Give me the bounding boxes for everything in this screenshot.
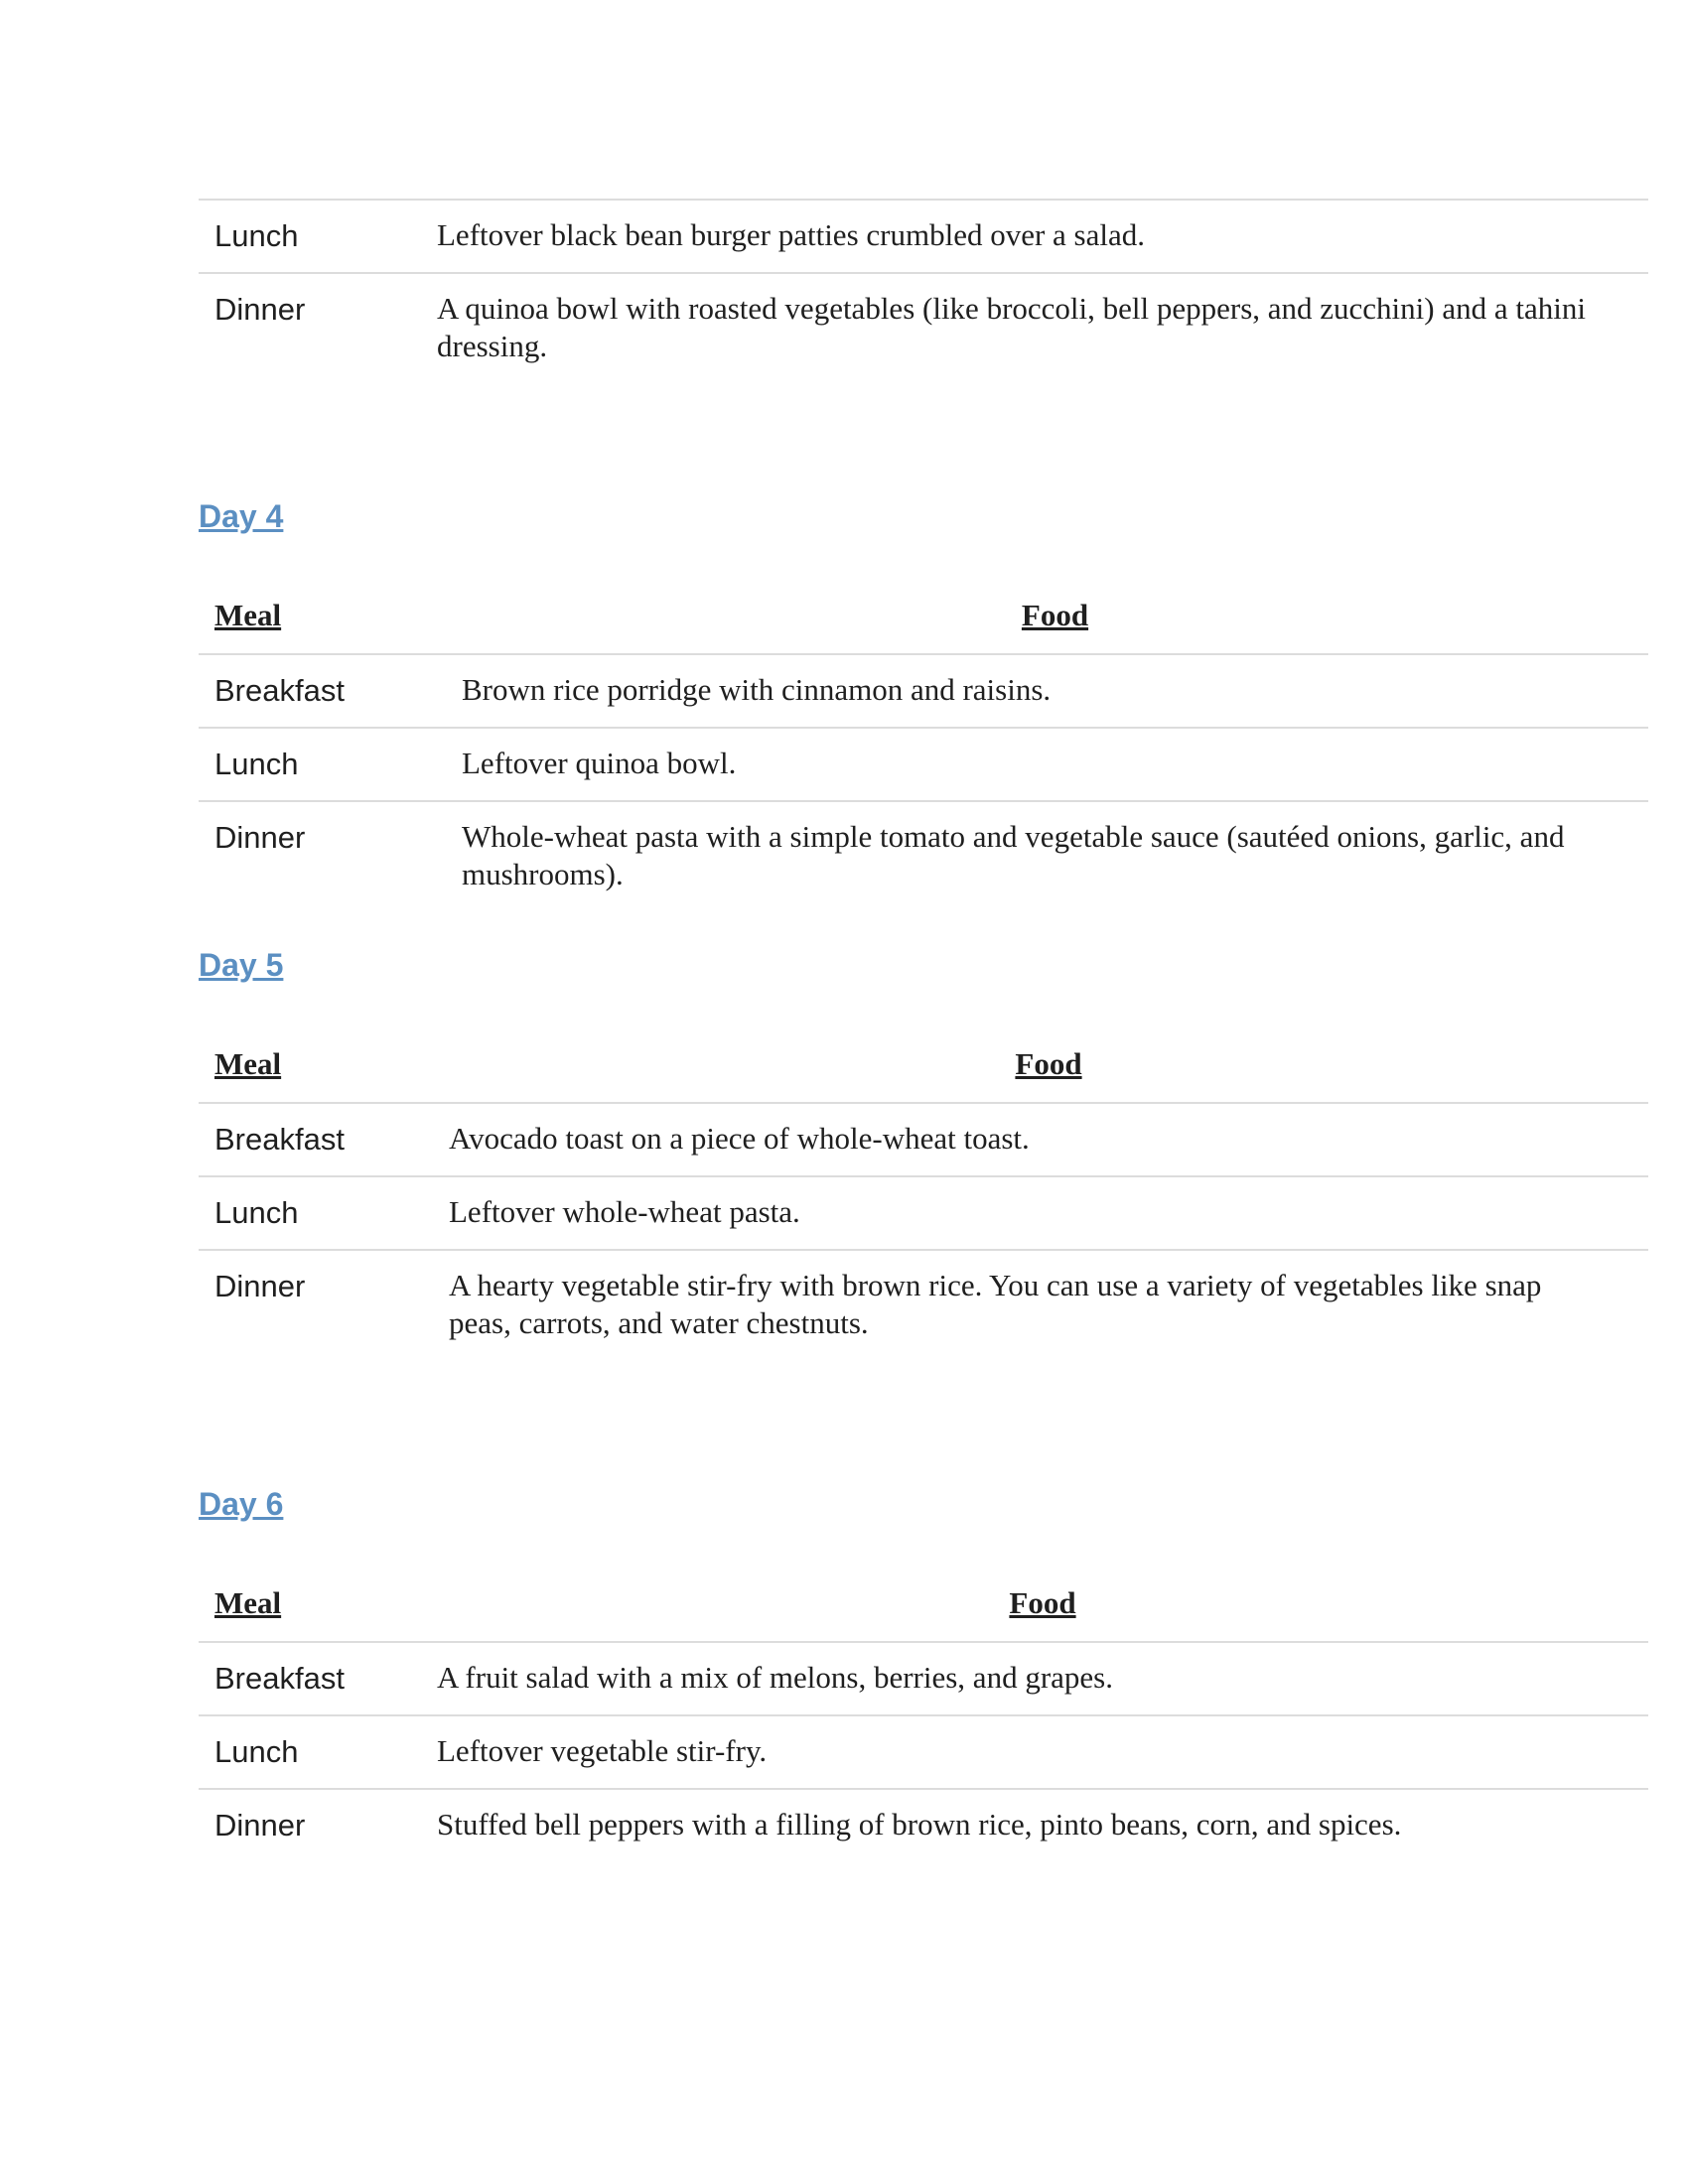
table-header-row bbox=[199, 596, 1648, 654]
day-6-section bbox=[199, 1484, 1648, 1861]
table-header-row bbox=[199, 1583, 1648, 1642]
table-row bbox=[199, 801, 1648, 909]
table-row bbox=[199, 1250, 1648, 1358]
meal-cell: Dinner bbox=[199, 273, 437, 381]
meal-cell: Dinner bbox=[199, 1789, 437, 1861]
meal-cell: Dinner bbox=[199, 801, 462, 909]
food-column-header: Food bbox=[1015, 1046, 1082, 1081]
day-4-section bbox=[199, 496, 1648, 909]
table-row bbox=[199, 1789, 1648, 1861]
food-cell: Leftover whole-wheat pasta. bbox=[449, 1176, 1648, 1250]
food-cell: A quinoa bowl with roasted vegetables (like broccoli, bell peppers, and zucchini) and a tahini dressing. bbox=[437, 273, 1648, 381]
table-row bbox=[199, 273, 1648, 381]
meal-table bbox=[199, 1583, 1648, 1861]
meal-cell: Breakfast bbox=[199, 1103, 449, 1176]
day-heading: Day 6 bbox=[199, 1486, 284, 1522]
meal-cell: Lunch bbox=[199, 1715, 437, 1789]
food-column-header: Food bbox=[1009, 1585, 1076, 1620]
meal-table bbox=[199, 199, 1648, 381]
day-heading: Day 5 bbox=[199, 947, 284, 983]
table-row bbox=[199, 200, 1648, 273]
food-column-header: Food bbox=[1021, 598, 1089, 632]
food-cell: A fruit salad with a mix of melons, berries, and grapes. bbox=[437, 1642, 1648, 1715]
table-row bbox=[199, 1103, 1648, 1176]
meal-cell: Lunch bbox=[199, 728, 462, 801]
food-cell: Brown rice porridge with cinnamon and raisins. bbox=[462, 654, 1648, 728]
table-row bbox=[199, 728, 1648, 801]
table-row bbox=[199, 1715, 1648, 1789]
food-cell: Leftover quinoa bowl. bbox=[462, 728, 1648, 801]
food-cell: Stuffed bell peppers with a filling of brown rice, pinto beans, corn, and spices. bbox=[437, 1789, 1648, 1861]
food-cell: Whole-wheat pasta with a simple tomato and vegetable sauce (sautéed onions, garlic, and mushrooms). bbox=[462, 801, 1648, 909]
food-cell: A hearty vegetable stir-fry with brown rice. You can use a variety of vegetables like snap peas, carrots, and water chestnuts. bbox=[449, 1250, 1648, 1358]
meal-cell: Lunch bbox=[199, 1176, 449, 1250]
meal-table bbox=[199, 596, 1648, 909]
food-cell: Leftover black bean burger patties crumbled over a salad. bbox=[437, 200, 1648, 273]
meal-cell: Breakfast bbox=[199, 1642, 437, 1715]
table-header-row bbox=[199, 1044, 1648, 1103]
table-row bbox=[199, 654, 1648, 728]
day-3-table-continued bbox=[199, 199, 1648, 381]
day-5-section bbox=[199, 945, 1648, 1358]
food-cell: Leftover vegetable stir-fry. bbox=[437, 1715, 1648, 1789]
meal-cell: Lunch bbox=[199, 200, 437, 273]
food-cell: Avocado toast on a piece of whole-wheat toast. bbox=[449, 1103, 1648, 1176]
meal-cell: Breakfast bbox=[199, 654, 462, 728]
day-heading: Day 4 bbox=[199, 498, 284, 534]
meal-table bbox=[199, 1044, 1648, 1358]
meal-cell: Dinner bbox=[199, 1250, 449, 1358]
meal-column-header: Meal bbox=[214, 1585, 282, 1620]
meal-column-header: Meal bbox=[214, 1046, 282, 1081]
table-row bbox=[199, 1642, 1648, 1715]
table-row bbox=[199, 1176, 1648, 1250]
meal-column-header: Meal bbox=[214, 598, 282, 632]
